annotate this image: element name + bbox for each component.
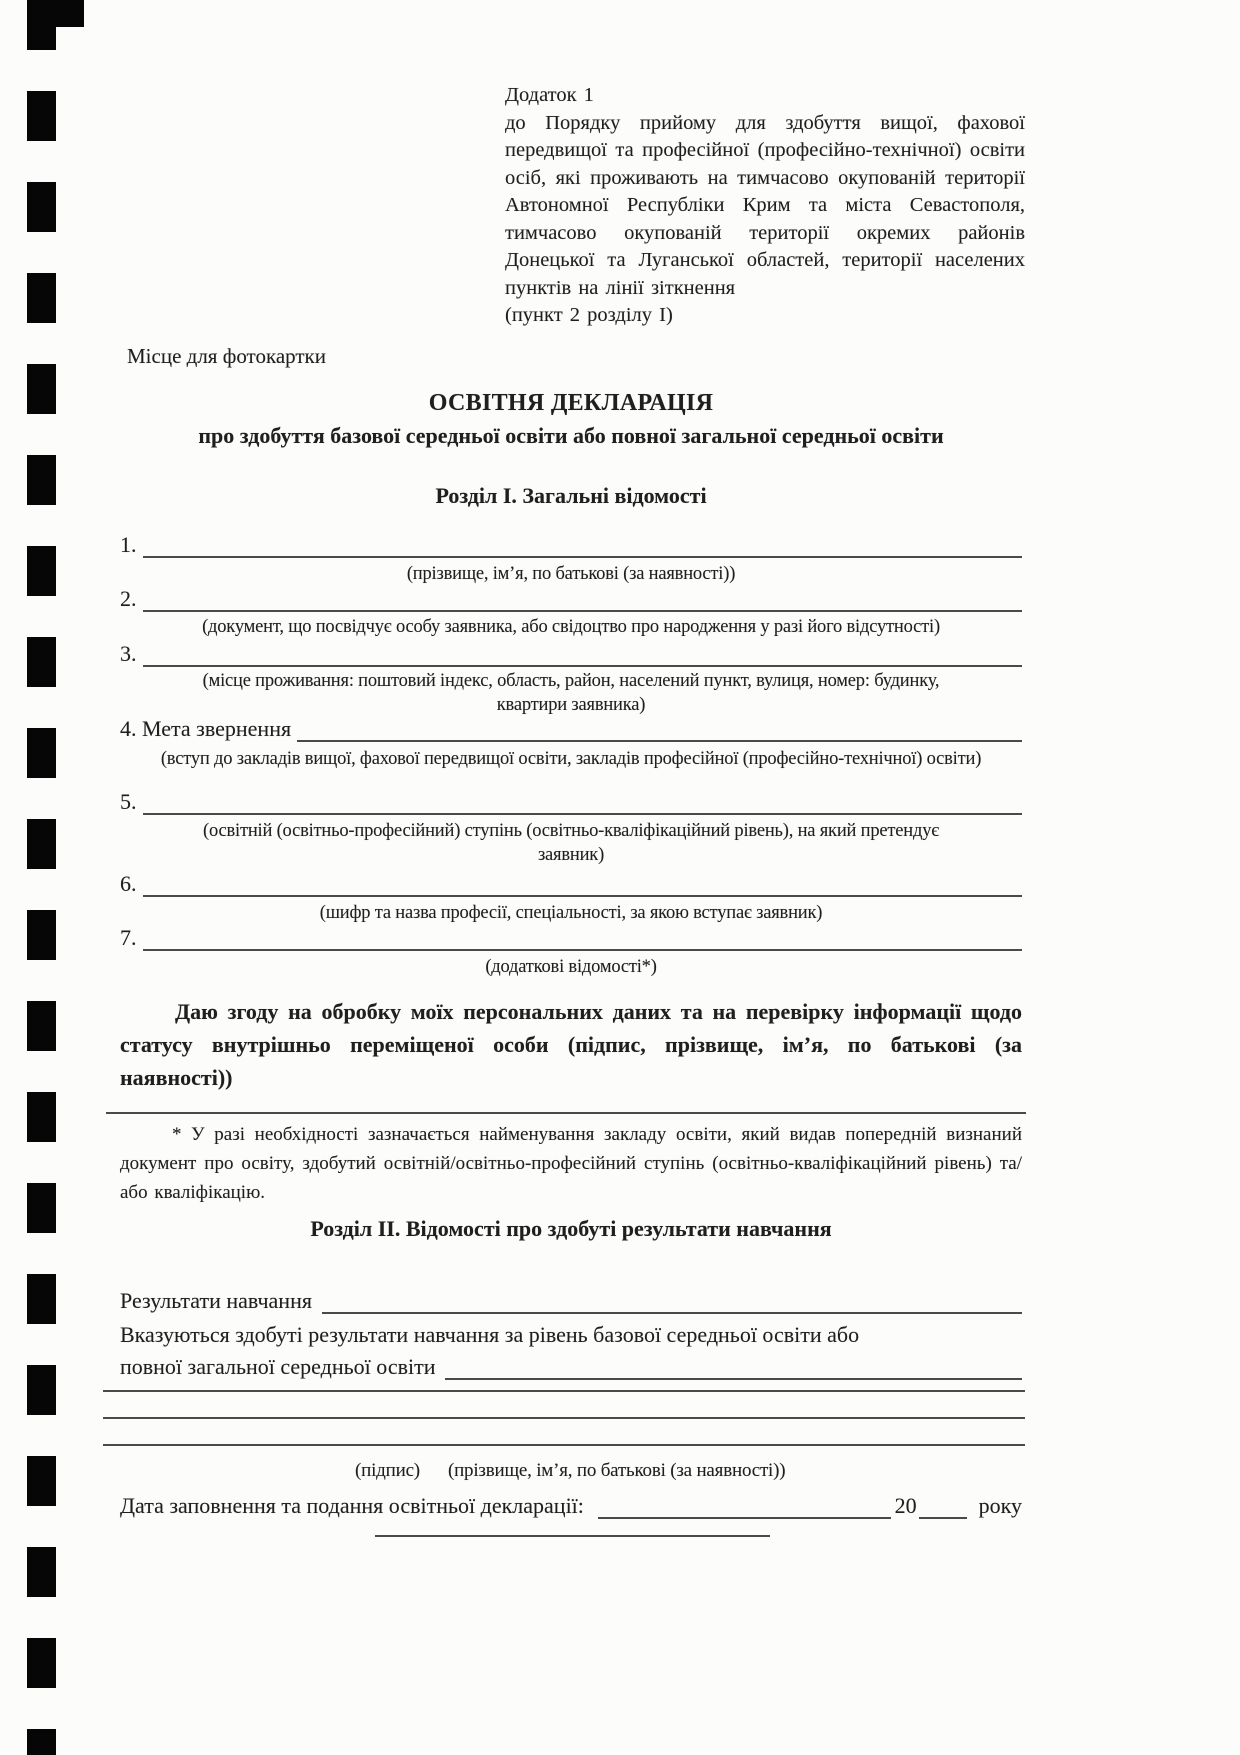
- instruction-line2-row: [120, 1354, 1022, 1380]
- year-suffix: року: [978, 1493, 1022, 1518]
- blank-write-line-3: [103, 1444, 1025, 1446]
- field-7-row: [120, 925, 1022, 951]
- field-6-number: 6.: [120, 871, 137, 896]
- field-2-row: [120, 586, 1022, 612]
- field-2-line: [143, 610, 1023, 612]
- field-5-caption-line2: заявник): [537, 845, 605, 865]
- field-4-row: [120, 716, 1022, 742]
- field-4-line: [297, 740, 1022, 742]
- appendix-clause: (пункт 2 розділу І): [505, 304, 673, 326]
- field-3-caption-line1: (місце проживання: поштовий індекс, область, район, населений пункт, вулиця, номер: будинку,: [202, 671, 940, 691]
- field-5-row: [120, 789, 1022, 815]
- field-2-caption: (документ, що посвідчує особу заявника, або свідоцтво про народження у разі його відсутності): [202, 617, 940, 637]
- field-4-label: Мета звернення: [142, 716, 292, 741]
- field-4-number: 4.: [120, 716, 137, 741]
- document-title: ОСВІТНЯ ДЕКЛАРАЦІЯ: [428, 390, 714, 416]
- field-7-caption: (додаткові відомості*): [485, 957, 657, 977]
- field-5-line: [143, 813, 1023, 815]
- field-1-row: [120, 532, 1022, 558]
- field-5-number: 5.: [120, 789, 137, 814]
- year-prefix: 20: [894, 1493, 917, 1518]
- instruction-line2-line: [445, 1378, 1022, 1380]
- instruction-line1: Вказуються здобуті результати навчання за рівень базової середньої освіти або: [120, 1322, 860, 1347]
- footnote-separator-line: [106, 1112, 1026, 1114]
- footnote-text: * У разі необхідності зазначається найменування закладу освіти, який видав попередній визнаний документ про освіту, здобутий освітній/освітньо-професійний ступінь (освітньо-кваліфікаційний рівень) та/або кваліфікацію.: [120, 1124, 1022, 1203]
- photo-placeholder-label: Місце для фотокартки: [127, 344, 326, 368]
- signature-captions-row: [120, 1460, 1022, 1482]
- document-subtitle: про здобуття базової середньої освіти або повної загальної середньої освіти: [198, 423, 944, 448]
- field-3-caption-line2: квартири заявника): [496, 695, 646, 715]
- consent-paragraph: Даю згоду на обробку моїх персональних даних та на перевірку інформації щодо статусу внутрішньо переміщеної особи (підпис, прізвище, ім’я, по батькові (за наявності)): [120, 999, 1022, 1090]
- year-blank-line: [919, 1517, 967, 1519]
- field-7-number: 7.: [120, 925, 137, 950]
- name-caption: (прізвище, ім’я, по батькові (за наявності)): [447, 1460, 786, 1481]
- bottom-signature-line: [375, 1535, 770, 1537]
- results-line: [322, 1312, 1022, 1314]
- date-line: [598, 1517, 891, 1519]
- field-4-caption: (вступ до закладів вищої, фахової передвищої освіти, закладів професійної (професійно-технічної) освіти): [160, 749, 982, 769]
- results-label: Результати навчання: [120, 1288, 312, 1313]
- signature-caption: (підпис): [355, 1460, 420, 1481]
- appendix-label: Додаток 1: [505, 84, 594, 106]
- field-3-row: [120, 641, 1022, 667]
- field-7-line: [143, 949, 1023, 951]
- field-6-caption: (шифр та назва професії, спеціальності, за якою вступає заявник): [319, 903, 823, 923]
- instruction-line2: повної загальної середньої освіти: [120, 1354, 436, 1379]
- scan-artifact-left-edge: [27, 0, 56, 1755]
- date-row: [120, 1492, 1022, 1519]
- blank-write-line-1: [103, 1390, 1025, 1392]
- field-6-line: [143, 895, 1023, 897]
- date-label: Дата заповнення та подання освітньої декларації:: [120, 1493, 584, 1518]
- field-5-caption-line1: (освітній (освітньо-професійний) ступінь (освітньо-кваліфікаційний рівень), на який претендує: [202, 821, 940, 841]
- section1-heading: Розділ І. Загальні відомості: [435, 483, 707, 508]
- section2-heading: Розділ ІІ. Відомості про здобуті результати навчання: [310, 1216, 832, 1241]
- field-1-number: 1.: [120, 532, 137, 557]
- scan-artifact-top-corner: [27, 0, 84, 27]
- field-1-line: [143, 556, 1023, 558]
- results-row: [120, 1288, 1022, 1314]
- appendix-body: до Порядку прийому для здобуття вищої, фахової передвищої та професійної (професійно-технічної) освіти осіб, які проживають на тимчасово окупованій території Автономної Республіки Крим та міста Севастополя, тимчасово окупованій території окремих районів Донецької та Луганської областей, території населених пунктів на лінії зіткнення: [505, 111, 1025, 299]
- field-3-number: 3.: [120, 641, 137, 666]
- field-2-number: 2.: [120, 586, 137, 611]
- appendix-block: [505, 82, 1025, 330]
- field-6-row: [120, 871, 1022, 897]
- field-3-line: [143, 665, 1023, 667]
- blank-write-line-2: [103, 1417, 1025, 1419]
- field-1-caption: (прізвище, ім’я, по батькові (за наявності)): [406, 564, 736, 584]
